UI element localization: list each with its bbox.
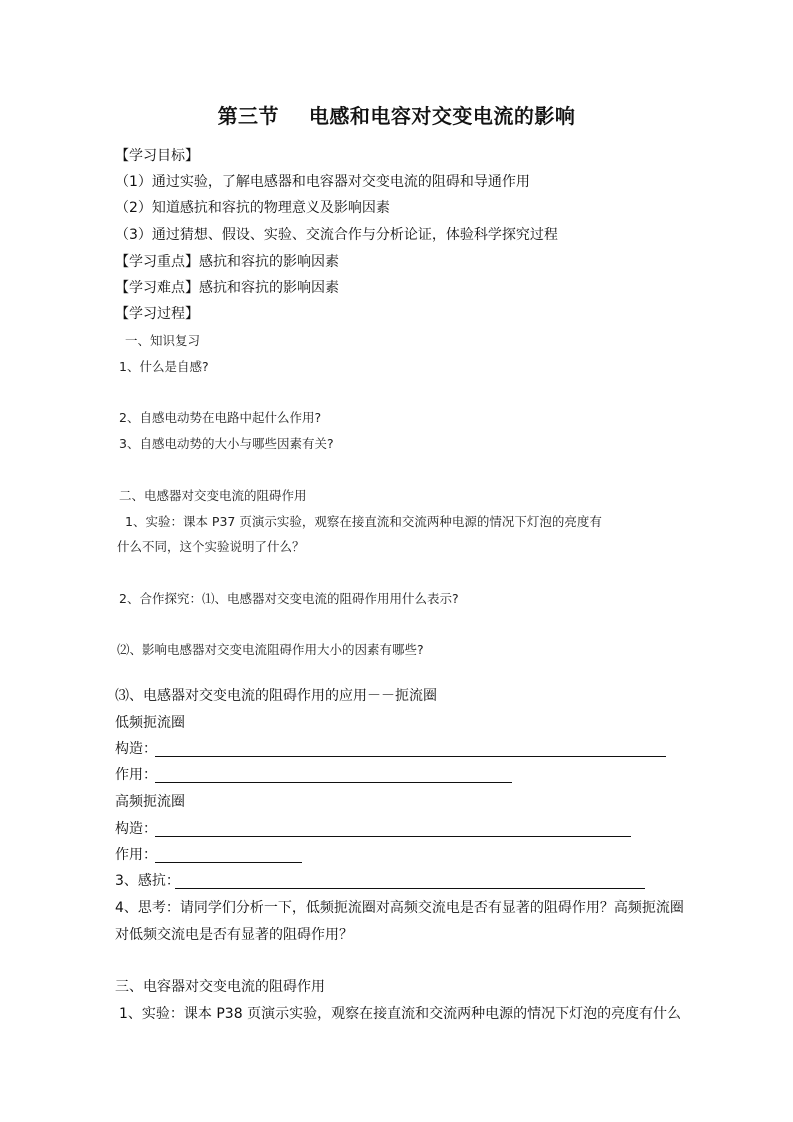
review-question-2: 2、自感电动势在电路中起什么作用?	[119, 410, 322, 425]
process-header: 【学习过程】	[115, 306, 199, 322]
goal-3: （3）通过猜想、假设、实验、交流合作与分析论证，体验科学探究过程	[115, 227, 558, 243]
goal-1: （1）通过实验，了解电感器和电容器对交变电流的阻碍和导通作用	[115, 174, 530, 190]
low-freq-function-label: 作用：	[115, 767, 157, 783]
goals-header: 【学习目标】	[115, 148, 199, 164]
inductor-experiment-line-1: 1、实验：课本 P37 页演示实验，观察在接直流和交流两种电源的情况下灯泡的亮度有	[125, 514, 602, 529]
section2-heading: 二、电感器对交变电流的阻碍作用	[119, 488, 307, 503]
low-freq-choke-label: 低频扼流圈	[115, 715, 185, 731]
key-point: 【学习重点】感抗和容抗的影响因素	[115, 254, 339, 270]
capacitor-experiment-line-1: 1、实验：课本 P38 页演示实验，观察在接直流和交流两种电源的情况下灯泡的亮度有什么	[119, 1006, 682, 1022]
think-question-line-2: 对低频交流电是否有显著的阻碍作用？	[115, 927, 353, 943]
difficult-point: 【学习难点】感抗和容抗的影响因素	[115, 280, 339, 296]
cooperative-inquiry-1: 2、合作探究：⑴、电感器对交变电流的阻碍作用用什么表示?	[119, 591, 459, 606]
inductive-reactance-blank[interactable]	[175, 888, 645, 889]
section3-heading: 三、电容器对交变电流的阻碍作用	[115, 979, 325, 995]
low-freq-structure-label: 构造：	[115, 741, 157, 757]
low-freq-structure-blank[interactable]	[155, 756, 666, 757]
review-question-3: 3、自感电动势的大小与哪些因素有关?	[119, 436, 334, 451]
section1-heading: 一、知识复习	[125, 333, 201, 348]
high-freq-function-label: 作用：	[115, 847, 157, 863]
cooperative-inquiry-3: ⑶、电感器对交变电流的阻碍作用的应用－－扼流圈	[115, 688, 437, 704]
inductor-experiment-line-2: 什么不同，这个实验说明了什么？	[117, 539, 305, 554]
think-question-line-1: 4、思考：请同学们分析一下，低频扼流圈对高频交流电是否有显著的阻碍作用？高频扼流圈	[115, 900, 684, 916]
high-freq-structure-blank[interactable]	[155, 836, 631, 837]
high-freq-structure-label: 构造：	[115, 821, 157, 837]
cooperative-inquiry-2: ⑵、影响电感器对交变电流阻碍作用大小的因素有哪些?	[117, 642, 424, 657]
low-freq-function-blank[interactable]	[155, 782, 512, 783]
goal-2: （2）知道感抗和容抗的物理意义及影响因素	[115, 200, 390, 216]
review-question-1: 1、什么是自感?	[119, 359, 209, 374]
high-freq-choke-label: 高频扼流圈	[115, 794, 185, 810]
high-freq-function-blank[interactable]	[155, 862, 302, 863]
page-title: 第三节 电感和电容对交变电流的影响	[217, 104, 576, 128]
inductive-reactance-label: 3、感抗：	[115, 873, 180, 889]
